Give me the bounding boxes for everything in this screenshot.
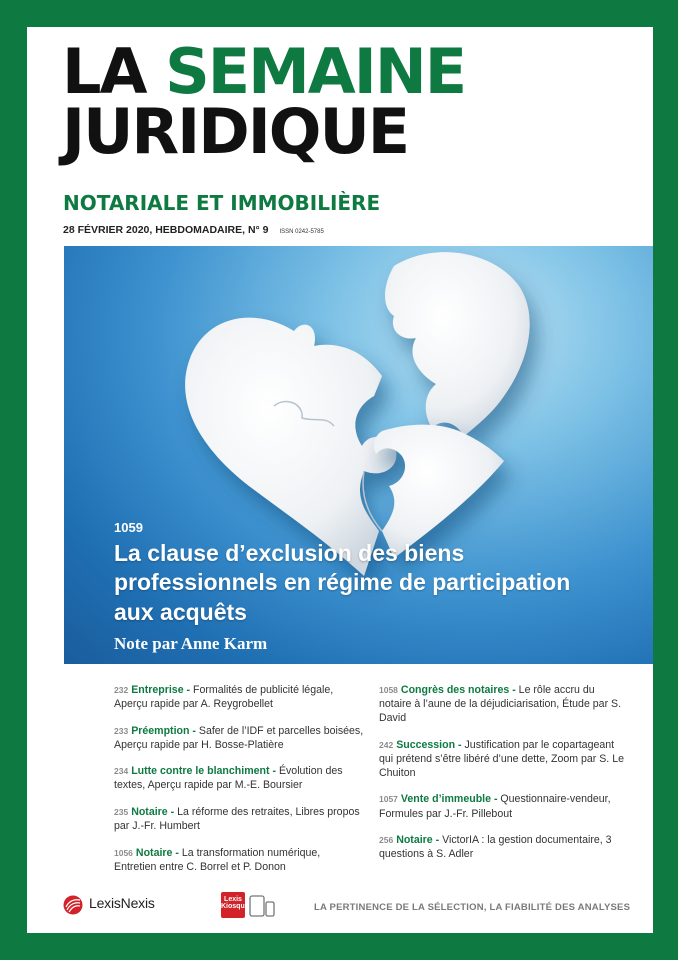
- toc-item[interactable]: 235 Notaire - La réforme des retraites, Libres propos par J.-Fr. Humbert: [114, 805, 360, 833]
- toc-item[interactable]: 233 Préemption - Safer de l’IDF et parcelles boisées, Aperçu rapide par H. Bosse-Platière: [114, 724, 364, 751]
- toc-heading: Lutte contre le blanchiment: [131, 765, 270, 778]
- toc-item[interactable]: 234 Lutte contre le blanchiment - Évolution des textes, Aperçu rapide par M.-E. Boursier: [114, 765, 343, 792]
- toc-text: Formalités de publicité légale, Aperçu rapide par A. Reygrobellet: [114, 684, 334, 711]
- masthead-juridique: JURIDIQUE: [62, 95, 409, 168]
- cover-image: [64, 246, 653, 664]
- toc-left-column: [114, 683, 364, 886]
- issue-dateline: [63, 224, 324, 236]
- toc-number: 1058: [379, 685, 398, 695]
- toc-right-column: [379, 683, 627, 874]
- publisher-name: LexisNexis: [89, 895, 155, 911]
- toc-text: Évolution des textes, Aperçu rapide par M.-E. Boursier: [114, 765, 343, 792]
- toc-item[interactable]: 256 Notaire - VictorIA : la gestion documentaire, 3 questions à S. Adler: [379, 834, 612, 861]
- feature-number: 1059: [114, 520, 143, 535]
- toc-heading: Préemption: [131, 724, 190, 737]
- toc-text: VictorIA : la gestion documentaire, 3 questions à S. Adler: [379, 834, 612, 861]
- toc-number: 1056: [114, 847, 133, 858]
- toc-number: 242: [379, 739, 394, 750]
- toc-number: 235: [114, 806, 129, 817]
- cover-footer: [27, 889, 653, 929]
- toc-number: 1057: [379, 794, 398, 805]
- tagline: LA PERTINENCE DE LA SÉLECTION, LA FIABILITÉ DES ANALYSES: [314, 902, 631, 913]
- toc-heading: Succession: [396, 738, 456, 751]
- toc-heading: Vente d’immeuble: [400, 793, 491, 806]
- toc-item[interactable]: 232 Entreprise - Formalités de publicité légale, Aperçu rapide par A. Reygrobellet: [114, 684, 334, 711]
- toc-number: 234: [114, 766, 129, 777]
- toc-heading: Notaire: [135, 846, 173, 859]
- toc-text: Safer de l’IDF et parcelles boisées, Aperçu rapide par H. Bosse-Platière: [114, 724, 364, 751]
- feature-article: [114, 520, 584, 654]
- masthead-line-1: [62, 35, 466, 108]
- masthead-la: LA: [62, 35, 146, 108]
- devices-icon: [249, 894, 275, 918]
- cover-page: [27, 27, 653, 933]
- toc-item[interactable]: 1056 Notaire - La transformation numérique, Entretien entre C. Borrel et P. Donon: [114, 846, 321, 873]
- toc-number: 233: [114, 725, 129, 736]
- kiosque-label: Lexis Kiosque: [221, 896, 249, 910]
- toc-item[interactable]: 242 Succession - Justification par le copartageant qui prétend s’être libéré d’une dette, Zoom par S. Le Chuiton: [379, 738, 624, 779]
- toc-number: 232: [114, 685, 129, 695]
- issn: ISSN 0242-5785: [279, 229, 324, 235]
- masthead-semaine: SEMAINE: [165, 35, 466, 108]
- lexis-kiosque-badge[interactable]: [221, 892, 249, 918]
- toc-text: La réforme des retraites, Libres propos par J.-Fr. Humbert: [114, 805, 360, 833]
- feature-title: La clause d’exclusion des biens professionnels en régime de participation aux acquêts: [114, 540, 571, 625]
- feature-author: Note par Anne Karm: [114, 634, 268, 654]
- toc-heading: Notaire: [131, 805, 168, 818]
- lexisnexis-logo-icon: [63, 895, 83, 915]
- toc-item[interactable]: 1057 Vente d’immeuble - Questionnaire-vendeur, Formules par J.-Fr. Pillebout: [379, 793, 611, 820]
- toc-heading: Congrès des notaires: [400, 684, 510, 696]
- toc-heading: Notaire: [396, 834, 433, 847]
- masthead: [62, 35, 466, 168]
- masthead-subtitle: NOTARIALE ET IMMOBILIÈRE: [63, 191, 381, 215]
- toc-number: 256: [379, 835, 394, 846]
- toc-text: Questionnaire-vendeur, Formules par J.-Fr. Pillebout: [379, 793, 611, 820]
- toc-heading: Entreprise: [131, 684, 184, 696]
- puzzle-piece-right: [385, 252, 530, 436]
- toc-text: Justification par le copartageant qui prétend s’être libéré d’une dette, Zoom par S. Le Chuiton: [379, 738, 624, 779]
- toc-item[interactable]: 1058 Congrès des notaires - Le rôle accru du notaire à l’aune de la déjudiciarisation, Étude par S. David: [379, 684, 622, 725]
- toc-text: La transformation numérique, Entretien entre C. Borrel et P. Donon: [114, 846, 321, 873]
- toc-text: Le rôle accru du notaire à l’aune de la déjudiciarisation, Étude par S. David: [379, 684, 622, 725]
- issue-date: 28 FÉVRIER 2020, HEBDOMADAIRE, N° 9: [63, 224, 269, 236]
